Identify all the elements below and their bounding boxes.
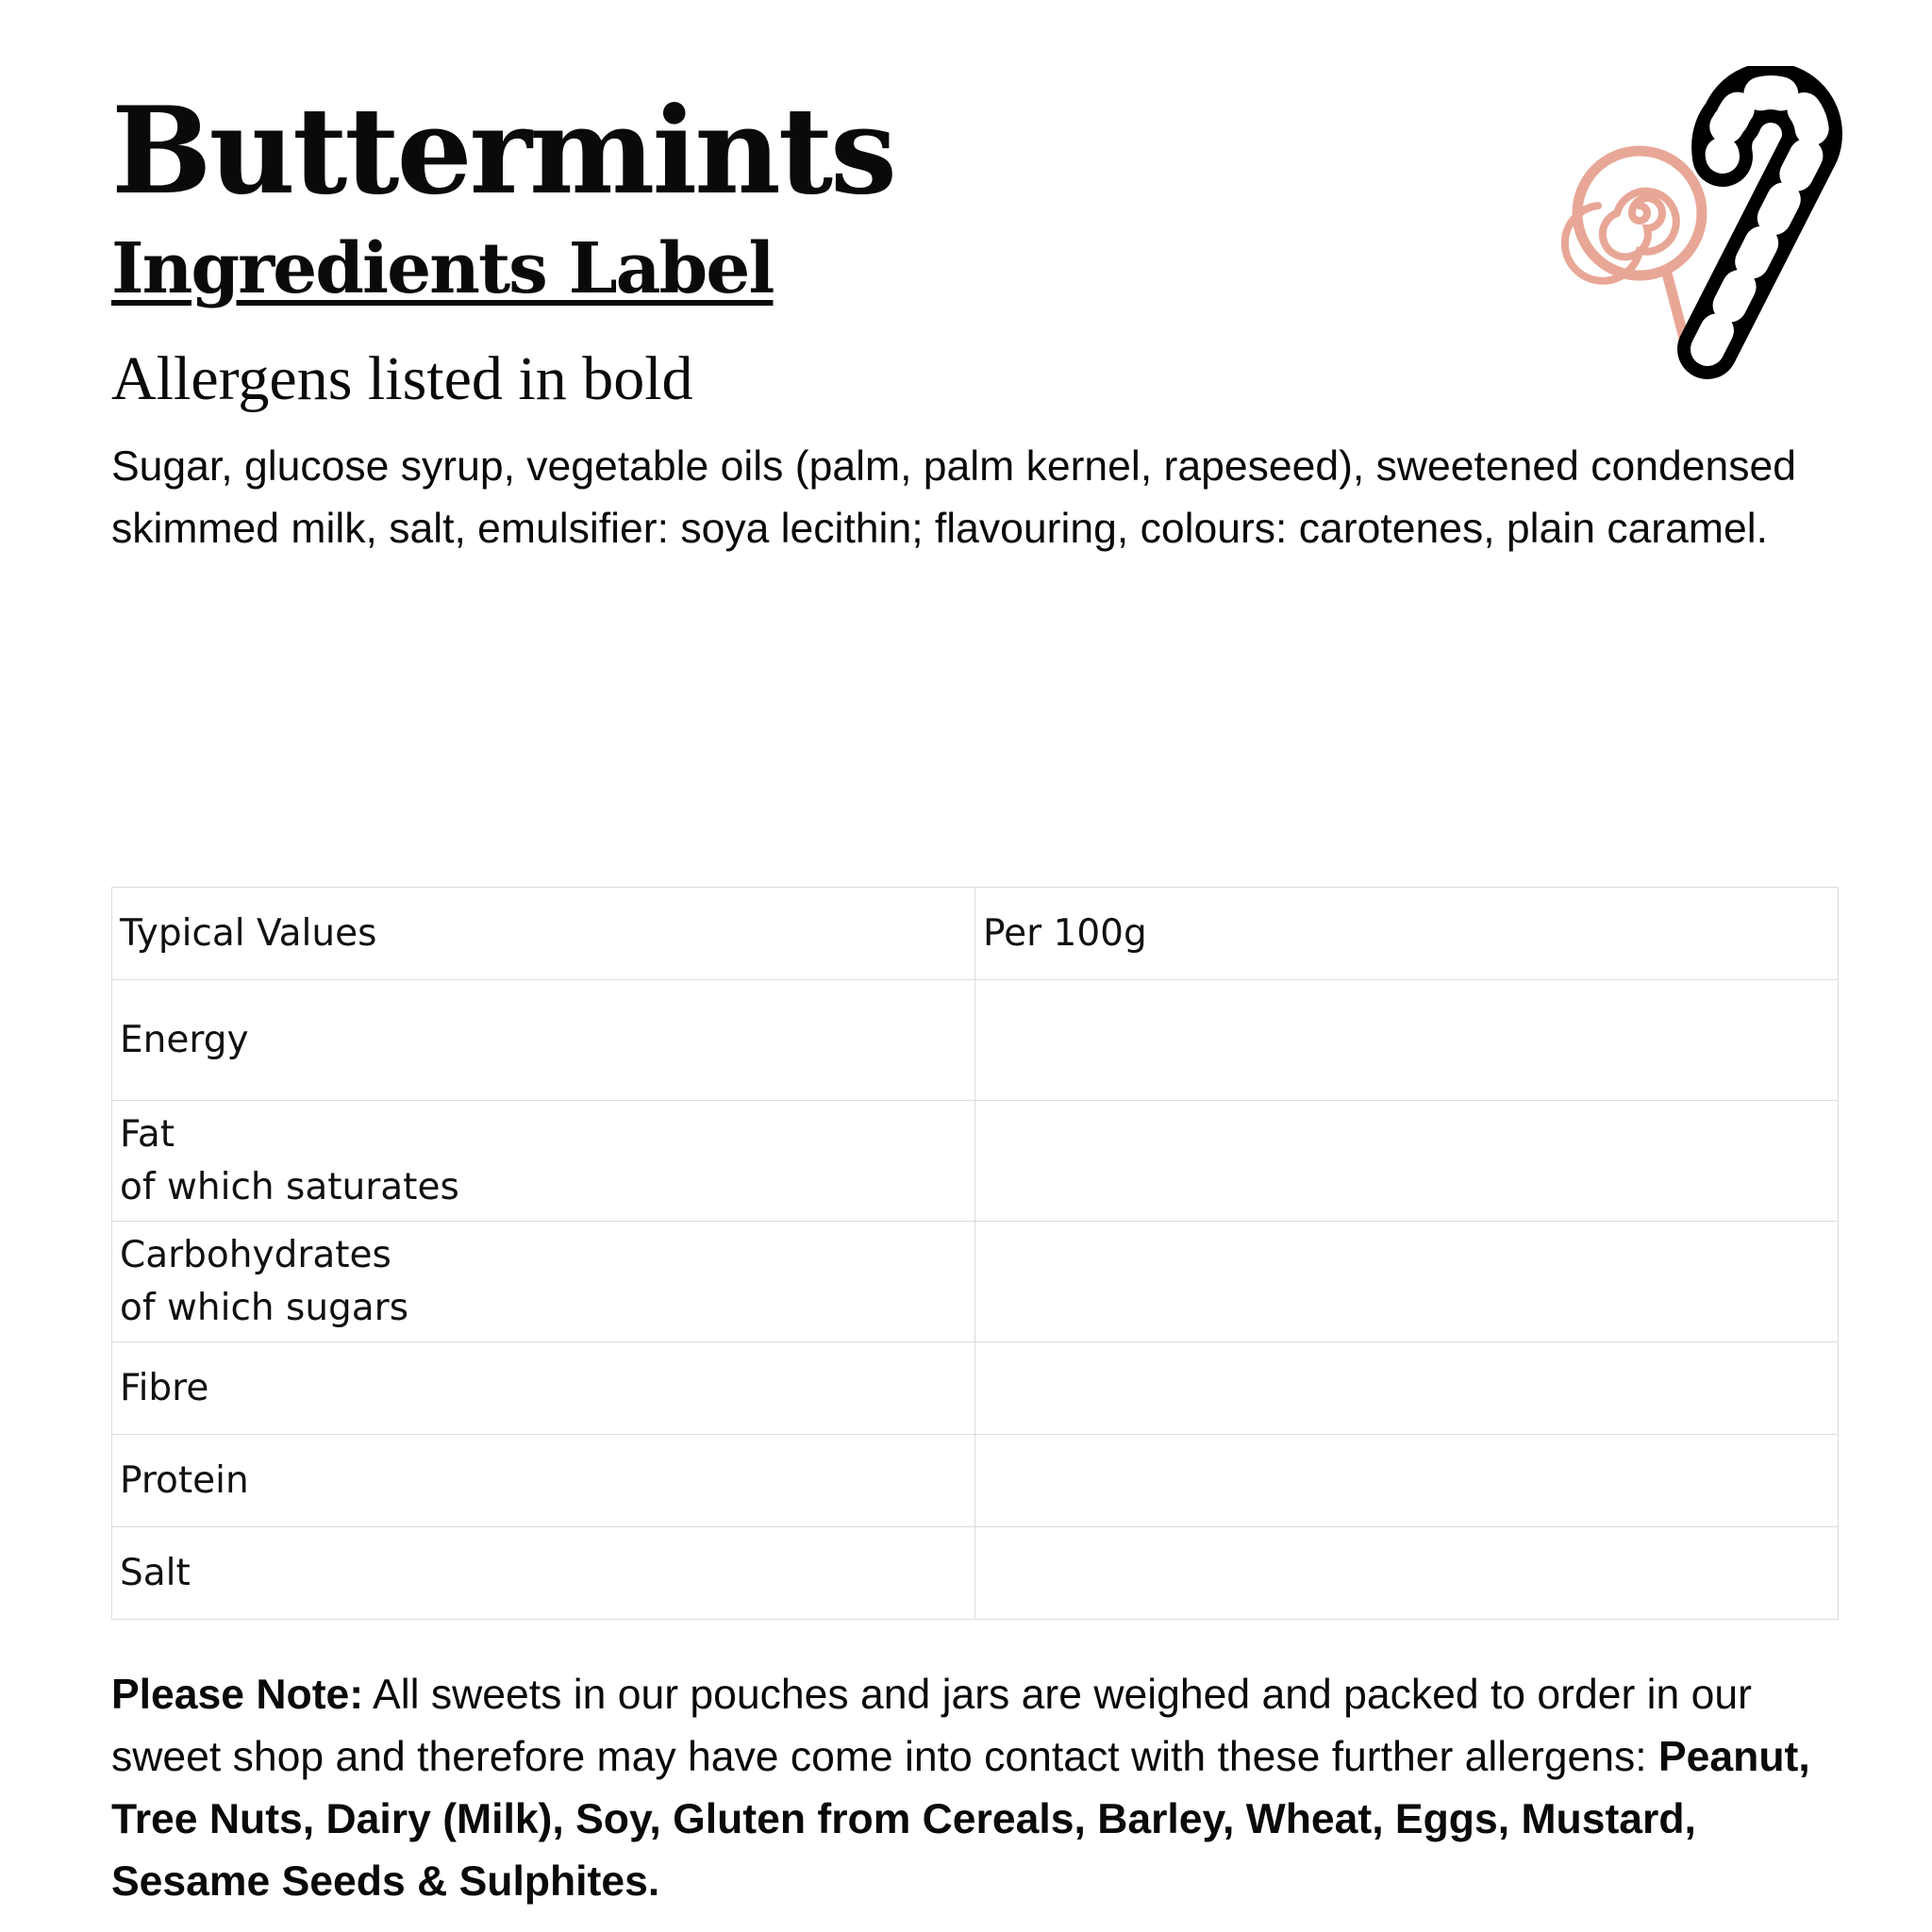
candy-cane-icon [1707, 92, 1812, 349]
product-title: Buttermints [111, 81, 894, 221]
lollipop-icon [1565, 151, 1702, 341]
table-row [112, 980, 1839, 1101]
nutrient-label-line: Salt [120, 1551, 191, 1594]
nutrient-label [112, 1527, 975, 1620]
nutrient-label-line: Carbohydrates [120, 1233, 391, 1276]
nutrient-sublabel-line: of which saturates [120, 1165, 459, 1208]
nutrient-label [112, 1435, 975, 1527]
allergen-heading: Allergens listed in bold [111, 344, 693, 413]
nutrient-value [975, 1527, 1839, 1620]
nutrient-label [112, 1222, 975, 1342]
nutrient-value [975, 980, 1839, 1101]
sweets-illustration [1557, 66, 1877, 387]
nutrient-value [975, 1435, 1839, 1527]
note-body: All sweets in our pouches and jars are weighed and packed to order in our sweet shop and therefore may have come into contact with these further allergens: [111, 1672, 1752, 1780]
nutrition-table [111, 887, 1839, 1620]
table-row [112, 1101, 1839, 1222]
nutrient-label [112, 980, 975, 1101]
nutrient-label-line: Energy [120, 1018, 249, 1061]
nutrient-label [112, 1101, 975, 1222]
label-subtitle: Ingredients Label [111, 228, 774, 309]
table-header-cell: Typical Values [112, 888, 975, 980]
table-row [112, 1527, 1839, 1620]
nutrient-label-line: Protein [120, 1458, 249, 1502]
nutrient-value [975, 1342, 1839, 1435]
ingredients-text: Sugar, glucose syrup, vegetable oils (palm, palm kernel, rapeseed), sweetened condensed skimmed milk, salt, emulsifier: soya lecithin; flavouring, colours: carotenes, plain caramel. [111, 443, 1796, 552]
nutrient-label [112, 1342, 975, 1435]
nutrient-sublabel-line: of which sugars [120, 1286, 409, 1329]
note-allergens: Peanut, Tree Nuts, Dairy (Milk), Soy, Gluten from Cereals, Barley, Wheat, Eggs, Mustard, Sesame Seeds & Sulphites. [111, 1734, 1810, 1905]
nutrient-value [975, 1101, 1839, 1222]
nutrient-label-line: Fat [120, 1112, 175, 1156]
nutrient-value [975, 1222, 1839, 1342]
nutrient-label-line: Fibre [120, 1366, 209, 1409]
table-header-cell: Per 100g [975, 888, 1839, 980]
table-header-row [112, 888, 1839, 980]
table-row [112, 1435, 1839, 1527]
note-prefix: Please Note: [111, 1672, 364, 1718]
please-note-paragraph [111, 1664, 1857, 1913]
table-row [112, 1342, 1839, 1435]
table-row [112, 1222, 1839, 1342]
